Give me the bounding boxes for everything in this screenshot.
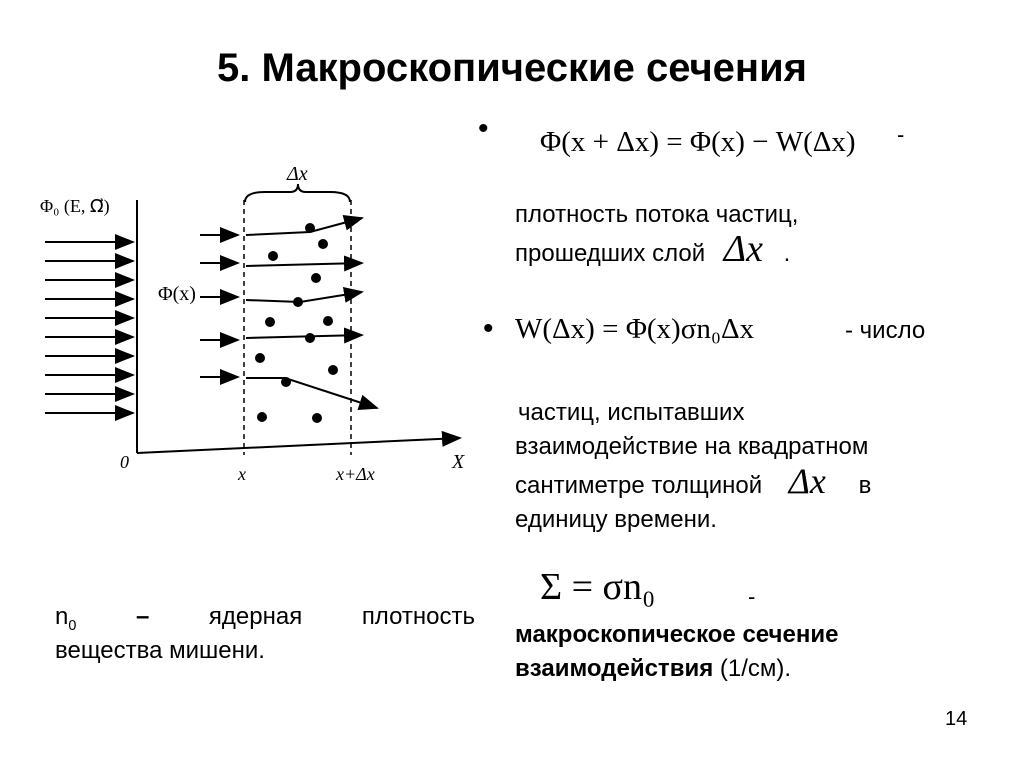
- macroscopic-cross-section-equation: Σ = σn₀: [540, 566, 656, 608]
- phi-x-label: Φ(x): [158, 283, 196, 305]
- eq1-dash: -: [897, 122, 905, 147]
- page-number: 14: [945, 708, 968, 730]
- interaction-count-equation: W(Δx) = Φ(x)σn₀Δx: [515, 313, 755, 345]
- origin-label: 0: [120, 452, 129, 472]
- flux-line-2: прошедших слой: [515, 240, 706, 267]
- flux-diagram: [40, 160, 480, 490]
- x-plus-dx-tick-label: x+Δx: [336, 464, 375, 484]
- sigma-line-2-rest: (1/см).: [713, 655, 792, 682]
- eq2-suffix: - число: [845, 317, 926, 344]
- n0-symbol-sub: 0: [68, 617, 77, 634]
- x-tick-label: x: [238, 464, 246, 484]
- particles-description: [515, 396, 871, 537]
- flux-line-1: плотность потока частиц,: [515, 201, 799, 228]
- delta-x-symbol-2: Δx: [788, 461, 826, 501]
- nuclei-dots: [255, 223, 338, 423]
- phi0-label: Φ₀ (E, Ω⃗): [40, 196, 110, 216]
- particles-line-4: единицу времени.: [515, 506, 717, 533]
- n0-word-2: плотность: [361, 603, 475, 630]
- n0-dash: –: [135, 603, 150, 630]
- x-axis: [137, 438, 460, 453]
- sigma-line-2-row: [515, 652, 838, 686]
- bullet-1: •: [478, 112, 489, 145]
- sigma-line-1: макроскопическое сечение: [515, 621, 839, 648]
- n0-symbol-letter: n: [55, 603, 69, 630]
- particles-line-1: частиц, испытавших: [518, 399, 745, 426]
- incident-arrows: [45, 242, 133, 413]
- n0-word-1: ядерная: [208, 603, 303, 630]
- flux-description: [515, 198, 798, 271]
- flux-line-2-row: [515, 228, 798, 271]
- bullet-2: •: [483, 312, 494, 345]
- slide-title: 5. Макроскопические сечения: [216, 46, 808, 90]
- delta-x-symbol: Δx: [723, 228, 763, 270]
- delta-x-brace: [245, 184, 350, 202]
- eq3-dash: -: [748, 584, 756, 609]
- flux-balance-equation: [540, 126, 856, 159]
- sigma-line-2-bold: взаимодействия: [515, 655, 714, 682]
- particles-line-3-row: [515, 461, 872, 503]
- n0-definition-line-2: вещества мишени.: [55, 637, 265, 664]
- axis-name-label: X: [452, 451, 465, 473]
- sigma-description: [515, 618, 838, 686]
- particles-line-2: взаимодействие на квадратном: [515, 433, 869, 460]
- delta-x-label: Δx: [287, 163, 308, 185]
- flux-line-2-end: .: [783, 240, 791, 267]
- particles-line-3: сантиметре толщиной: [515, 472, 763, 499]
- particles-line-3-end: в: [858, 472, 872, 499]
- flux-balance-equation-text: Φ(x + Δx) = Φ(x) − W(Δx): [540, 126, 856, 158]
